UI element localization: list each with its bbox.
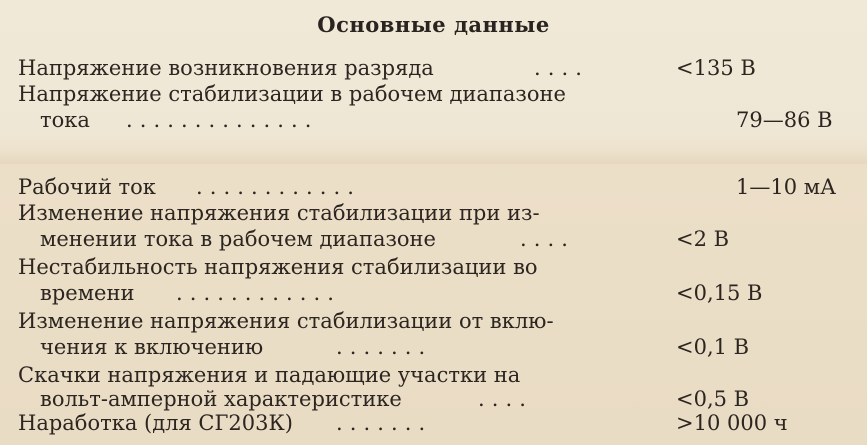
spec-row-stabilization-voltage-cont	[18, 107, 853, 133]
leader-dots: . . . . . . .	[336, 411, 426, 435]
spec-value: <0,15 В	[676, 281, 763, 305]
spec-row-voltage-jumps	[18, 362, 853, 388]
spec-value: 79—86 В	[736, 108, 833, 132]
leader-dots: . . . .	[520, 227, 569, 251]
leader-dots: . . . . . . . . . . . . . .	[126, 108, 312, 132]
spec-row-instability-cont	[18, 280, 853, 306]
spec-value: 1—10 мА	[736, 175, 836, 199]
spec-label: Нестабильность напряжения стабилизации во	[18, 255, 538, 279]
spec-row-operating-life	[18, 410, 853, 436]
leader-dots: . . . . . . . . . . . .	[196, 175, 355, 199]
spec-label: Наработка (для СГ203К)	[18, 411, 293, 435]
spec-label: времени	[40, 281, 135, 305]
spec-row-voltage-jumps-cont	[18, 386, 853, 412]
spec-row-voltage-change-current	[18, 200, 853, 226]
spec-row-stabilization-voltage	[18, 81, 853, 107]
spec-label: Напряжение возникновения разряда	[18, 56, 434, 80]
spec-label: чения к включению	[40, 335, 264, 359]
section-title: Основные данные	[317, 12, 550, 37]
leader-dots: . . . .	[534, 56, 583, 80]
spec-label: менении тока в рабочем диапазоне	[40, 227, 436, 251]
spec-label: Изменение напряжения стабилизации от вклю-	[18, 309, 554, 333]
spec-row-switch-on-change-cont	[18, 334, 853, 360]
page-fold-shadow	[0, 150, 867, 164]
spec-row-voltage-change-current-cont	[18, 226, 853, 252]
spec-row-breakdown-voltage	[18, 55, 853, 81]
leader-dots: . . . .	[478, 387, 527, 411]
spec-label: вольт-амперной характеристике	[40, 387, 402, 411]
spec-row-switch-on-change	[18, 308, 853, 334]
spec-value: <135 В	[676, 56, 756, 80]
spec-row-instability	[18, 254, 853, 280]
spec-label: Скачки напряжения и падающие участки на	[18, 363, 521, 387]
spec-label: тока	[40, 108, 90, 132]
spec-value: <2 В	[676, 227, 730, 251]
spec-value: <0,1 В	[676, 335, 750, 359]
leader-dots: . . . . . . .	[336, 335, 426, 359]
spec-label: Изменение напряжения стабилизации при из-	[18, 201, 540, 225]
spec-row-working-current	[18, 174, 853, 200]
spec-value: >10 000 ч	[676, 411, 788, 435]
spec-label: Рабочий ток	[18, 175, 156, 199]
spec-value: <0,5 В	[676, 387, 750, 411]
leader-dots: . . . . . . . . . . . .	[176, 281, 335, 305]
spec-label: Напряжение стабилизации в рабочем диапазоне	[18, 82, 566, 106]
